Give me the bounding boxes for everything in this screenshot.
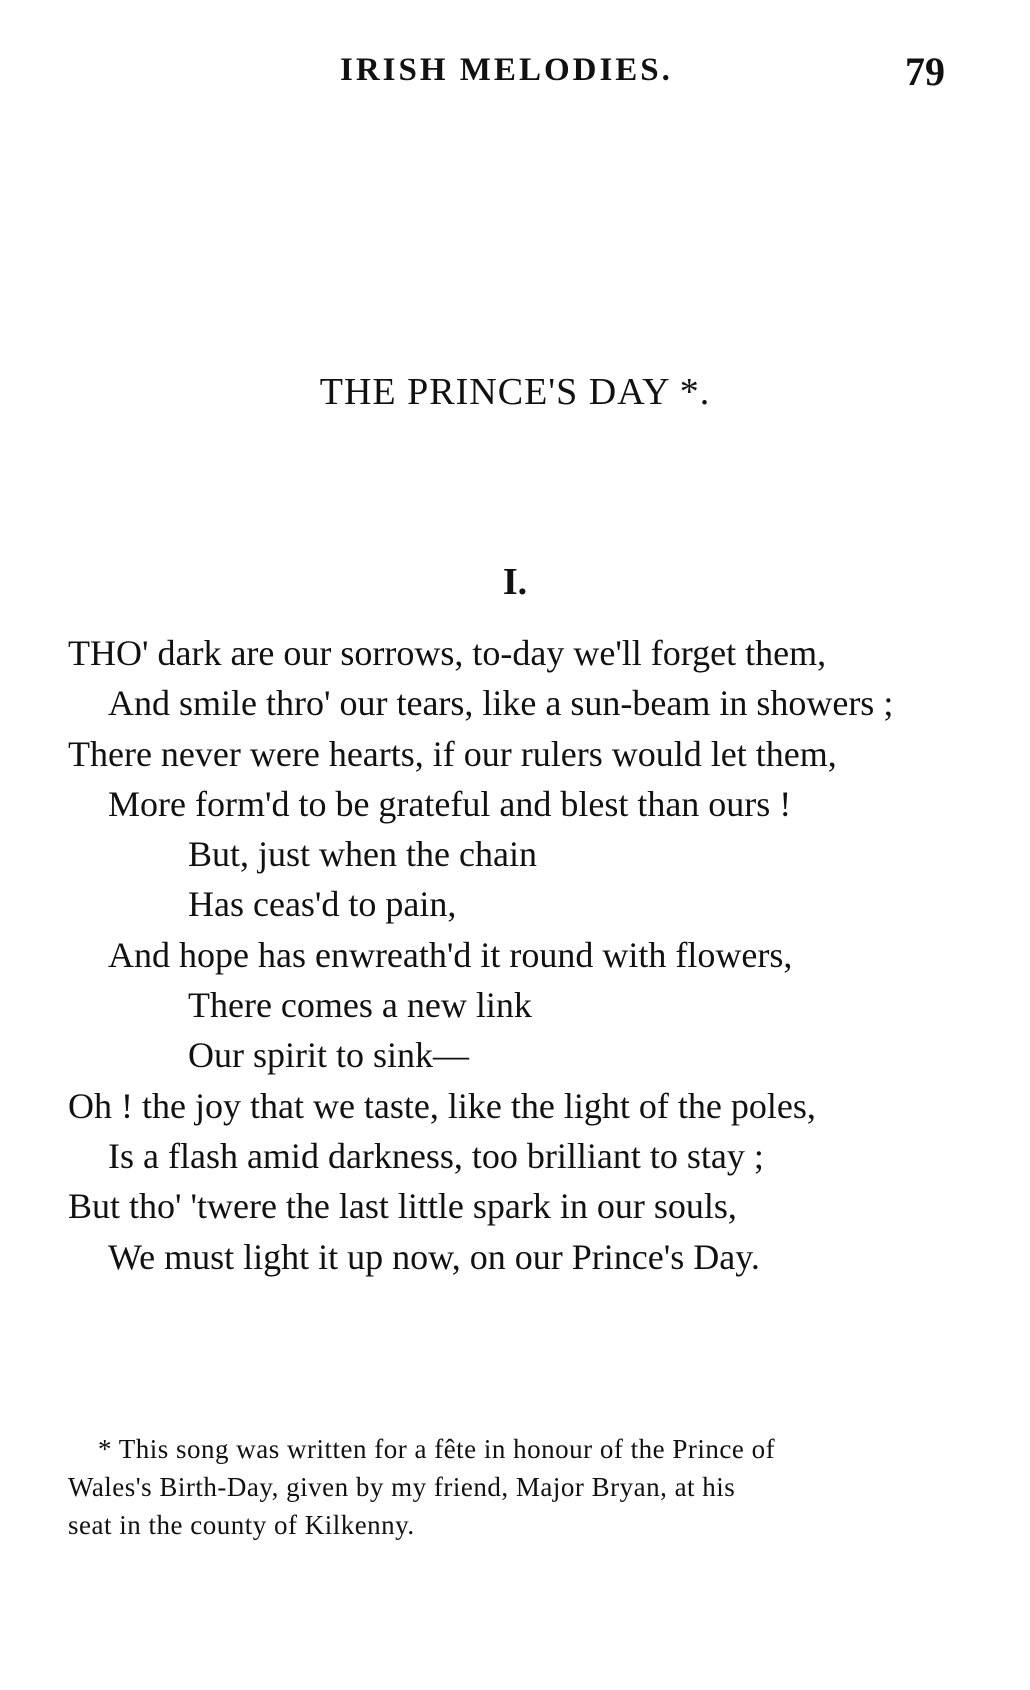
footnote-line: * This song was written for a fête in honour of the Prince of xyxy=(98,1434,776,1464)
verse-line: Our spirit to sink— xyxy=(188,1035,470,1075)
verse-line: We must light it up now, on our Prince's Day. xyxy=(108,1237,760,1277)
verse-line: Has ceas'd to pain, xyxy=(188,884,457,924)
verse-line: There never were hearts, if our rulers would let them, xyxy=(68,734,837,774)
footnote-line: Wales's Birth-Day, given by my friend, Major Bryan, at his xyxy=(68,1472,736,1502)
footnote xyxy=(68,1430,963,1544)
verse-line: Oh ! the joy that we taste, like the light of the poles, xyxy=(68,1086,816,1126)
verse-line: Is a flash amid darkness, too brilliant to stay ; xyxy=(108,1136,764,1176)
page-number: 79 xyxy=(905,49,945,94)
verse-line: But, just when the chain xyxy=(188,834,537,874)
running-head: IRISH MELODIES. xyxy=(340,52,673,88)
verse-line: More form'd to be grateful and blest than ours ! xyxy=(108,784,792,824)
verse-line: But tho' 'twere the last little spark in our souls, xyxy=(68,1186,737,1226)
verse-line: THO' dark are our sorrows, to-day we'll forget them, xyxy=(68,633,827,673)
song-title: THE PRINCE'S DAY *. xyxy=(319,371,711,413)
verse-line: There comes a new link xyxy=(188,985,532,1025)
verse-line: And smile thro' our tears, like a sun-beam in showers ; xyxy=(108,683,894,723)
verse-line: And hope has enwreath'd it round with flowers, xyxy=(108,935,793,975)
stanza-number: I. xyxy=(502,561,528,603)
footnote-line: seat in the county of Kilkenny. xyxy=(68,1510,415,1540)
